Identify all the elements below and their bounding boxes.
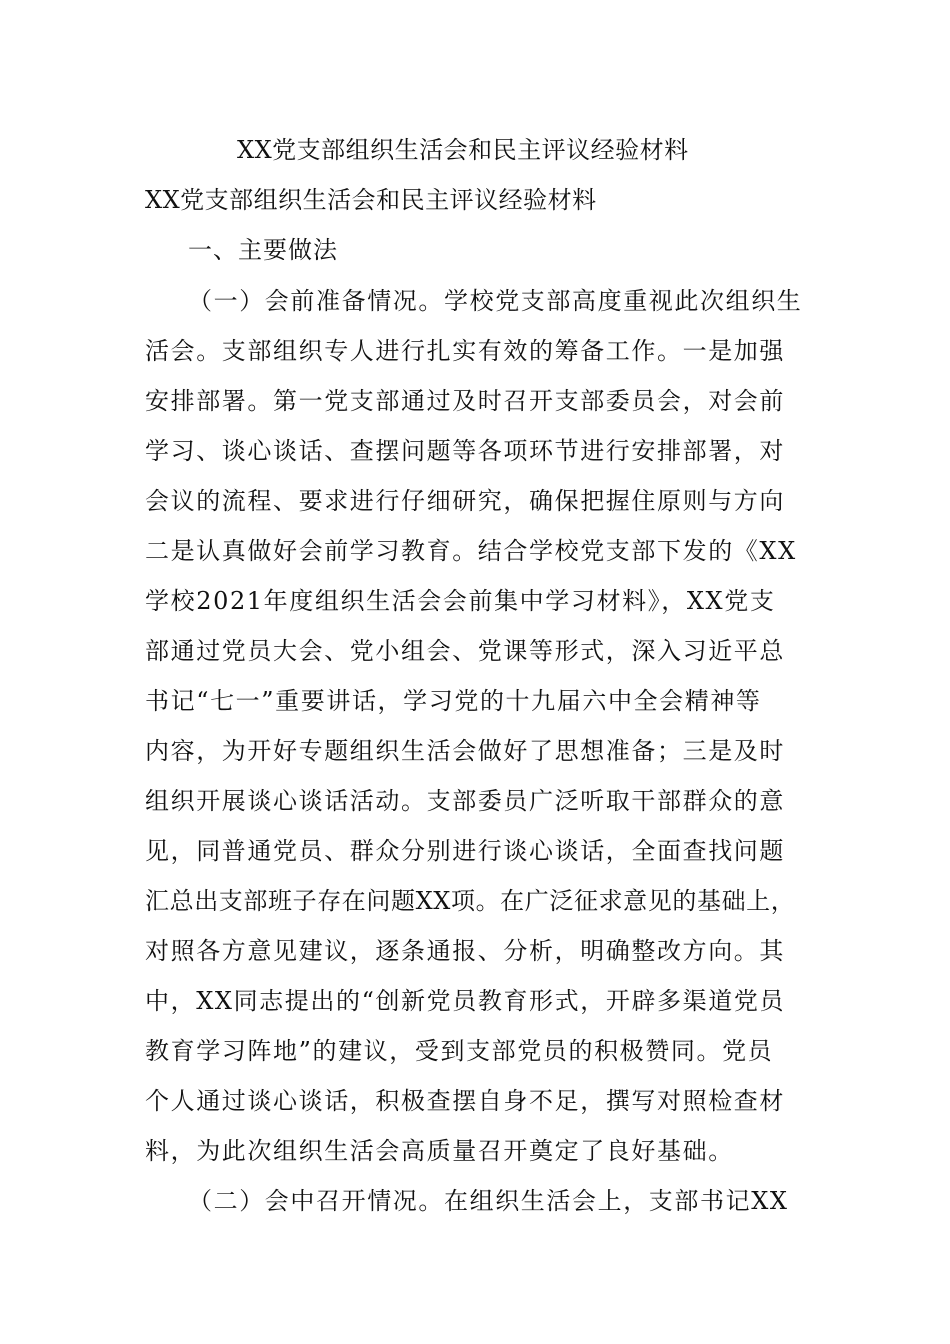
paragraph-line: 组织开展谈心谈话活动。支部委员广泛听取干部群众的意: [145, 787, 785, 815]
paragraph-line: 安排部署。第一党支部通过及时召开支部委员会，对会前: [145, 387, 785, 415]
paragraph-line: 见，同普通党员、群众分别进行谈心谈话，全面查找问题: [145, 837, 785, 865]
paragraph-line: 料，为此次组织生活会高质量召开奠定了良好基础。: [145, 1137, 734, 1165]
paragraph-line: 学习、谈心谈话、查摆问题等各项环节进行安排部署，对: [145, 437, 785, 465]
paragraph-line: 活会。支部组织专人进行扎实有效的筹备工作。一是加强: [145, 337, 785, 365]
paragraph-line: 学校2021年度组织生活会会前集中学习材料》，XX党支: [145, 587, 776, 615]
document-subtitle: XX党支部组织生活会和民主评议经验材料: [145, 186, 597, 214]
paragraph-line: 对照各方意见建议，逐条通报、分析，明确整改方向。其: [145, 937, 785, 965]
section-heading: 一、主要做法: [188, 236, 338, 264]
paragraph-line: 内容，为开好专题组织生活会做好了思想准备；三是及时: [145, 737, 785, 765]
paragraph-line: 汇总出支部班子存在问题XX项。在广泛征求意见的基础上，: [145, 887, 796, 915]
paragraph-line: 个人通过谈心谈话，积极查摆自身不足，撰写对照检查材: [145, 1087, 785, 1115]
paragraph-line: 中，XX同志提出的“创新党员教育形式，开辟多渠道党员: [145, 987, 786, 1015]
paragraph-line: 教育学习阵地”的建议，受到支部党员的积极赞同。党员: [145, 1037, 774, 1065]
paragraph-line: 部通过党员大会、党小组会、党课等形式，深入习近平总: [145, 637, 785, 665]
paragraph-line: （二）会中召开情况。在组织生活会上，支部书记XX: [188, 1187, 789, 1215]
paragraph-line: 书记“七一”重要讲话，学习党的十九届六中全会精神等: [145, 687, 762, 715]
paragraph-line: 会议的流程、要求进行仔细研究，确保把握住原则与方向: [145, 487, 785, 515]
paragraph-line: （一）会前准备情况。学校党支部高度重视此次组织生: [188, 287, 803, 315]
paragraph-line: 二是认真做好会前学习教育。结合学校党支部下发的《XX: [145, 537, 797, 565]
document-title: XX党支部组织生活会和民主评议经验材料: [237, 136, 689, 164]
